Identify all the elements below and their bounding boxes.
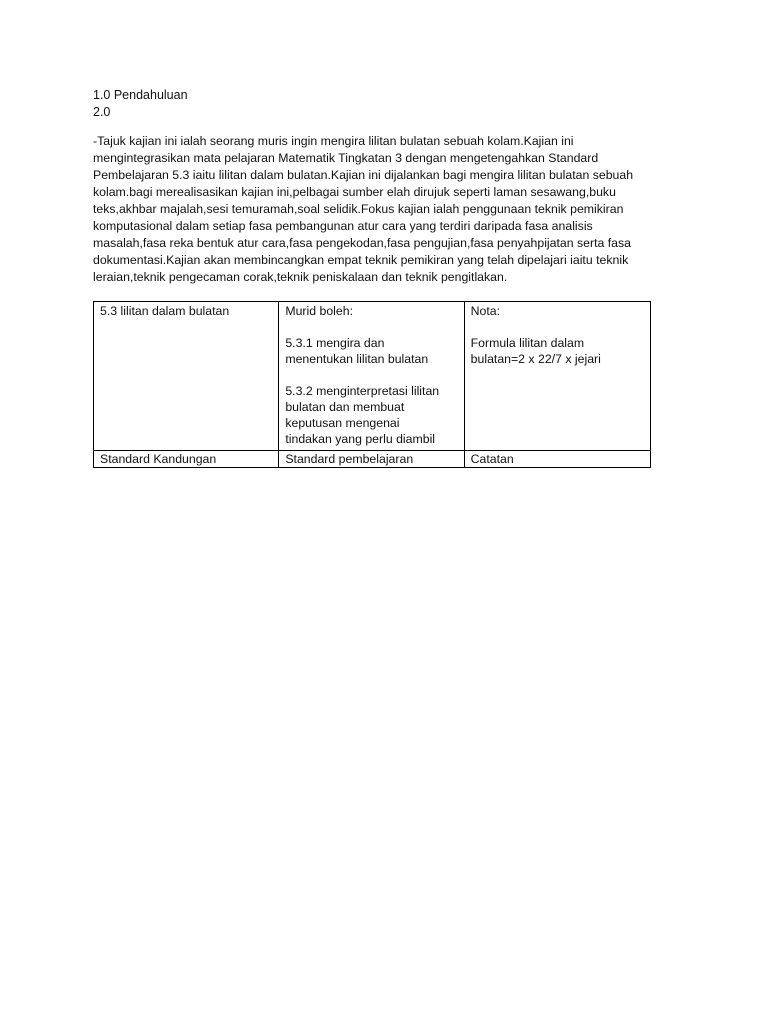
paragraph-line: masalah,fasa reka bentuk atur cara,fasa pengekodan,fasa pengujian,fasa penyahpijatan serta fasa	[93, 236, 632, 250]
footer-cell-catatan: Catatan	[464, 451, 650, 468]
intro-paragraph	[93, 133, 673, 286]
footer-cell-pembelajaran: Standard pembelajaran	[279, 451, 464, 468]
pembelajaran-item-line: bulatan dan membuat	[285, 400, 405, 414]
paragraph-line: kolam.bagi merealisasikan kajian ini,pelbagai sumber elah dirujuk seperti laman sesawang,buku	[93, 185, 616, 199]
catatan-line: Formula lilitan dalam	[470, 336, 585, 350]
catatan-title: Nota:	[470, 304, 501, 318]
kandungan-text: 5.3 lilitan dalam bulatan	[100, 304, 230, 318]
paragraph-line: -Tajuk kajian ini ialah seorang muris ingin mengira lilitan bulatan sebuah kolam.Kajian ini	[93, 134, 574, 148]
section-heading-pendahuluan: 1.0 Pendahuluan	[93, 88, 188, 102]
standard-table	[93, 301, 651, 468]
paragraph-line: komputasional dalam setiap fasa pembangunan atur cara yang terdiri daripada fasa analisis	[93, 219, 593, 233]
paragraph-line: mengintegrasikan mata pelajaran Matematik Tingkatan 3 dengan mengetengahkan Standard	[93, 151, 599, 165]
section-heading-2: 2.0	[93, 105, 111, 119]
pembelajaran-cell	[279, 302, 464, 451]
footer-cell-kandungan: Standard Kandungan	[94, 451, 279, 468]
pembelajaran-item-line: 5.3.1 mengira dan	[285, 336, 385, 350]
paragraph-line: leraian,teknik pengecaman corak,teknik peniskalaan dan teknik pengitlakan.	[93, 270, 508, 284]
pembelajaran-item-line: menentukan lilitan bulatan	[285, 352, 429, 366]
pembelajaran-title: Murid boleh:	[285, 304, 353, 318]
paragraph-line: teks,akhbar majalah,sesi temuramah,soal selidik.Fokus kajian ialah penggunaan teknik pemikiran	[93, 202, 624, 216]
catatan-line: bulatan=2 x 22/7 x jejari	[470, 352, 601, 366]
pembelajaran-item-line: keputusan mengenai	[285, 416, 400, 430]
catatan-cell	[464, 302, 650, 451]
table-row	[94, 302, 651, 451]
pembelajaran-item-line: 5.3.2 menginterpretasi lilitan	[285, 384, 440, 398]
paragraph-line: dokumentasi.Kajian akan membincangkan empat teknik pemikiran yang telah dipelajari iaitu teknik	[93, 253, 629, 267]
table-footer-row	[94, 451, 651, 468]
paragraph-line: Pembelajaran 5.3 iaitu lilitan dalam bulatan.Kajian ini dijalankan bagi mengira lilitan bulatan sebuah	[93, 168, 634, 182]
kandungan-cell	[94, 302, 279, 451]
pembelajaran-item-line: tindakan yang perlu diambil	[285, 432, 436, 446]
